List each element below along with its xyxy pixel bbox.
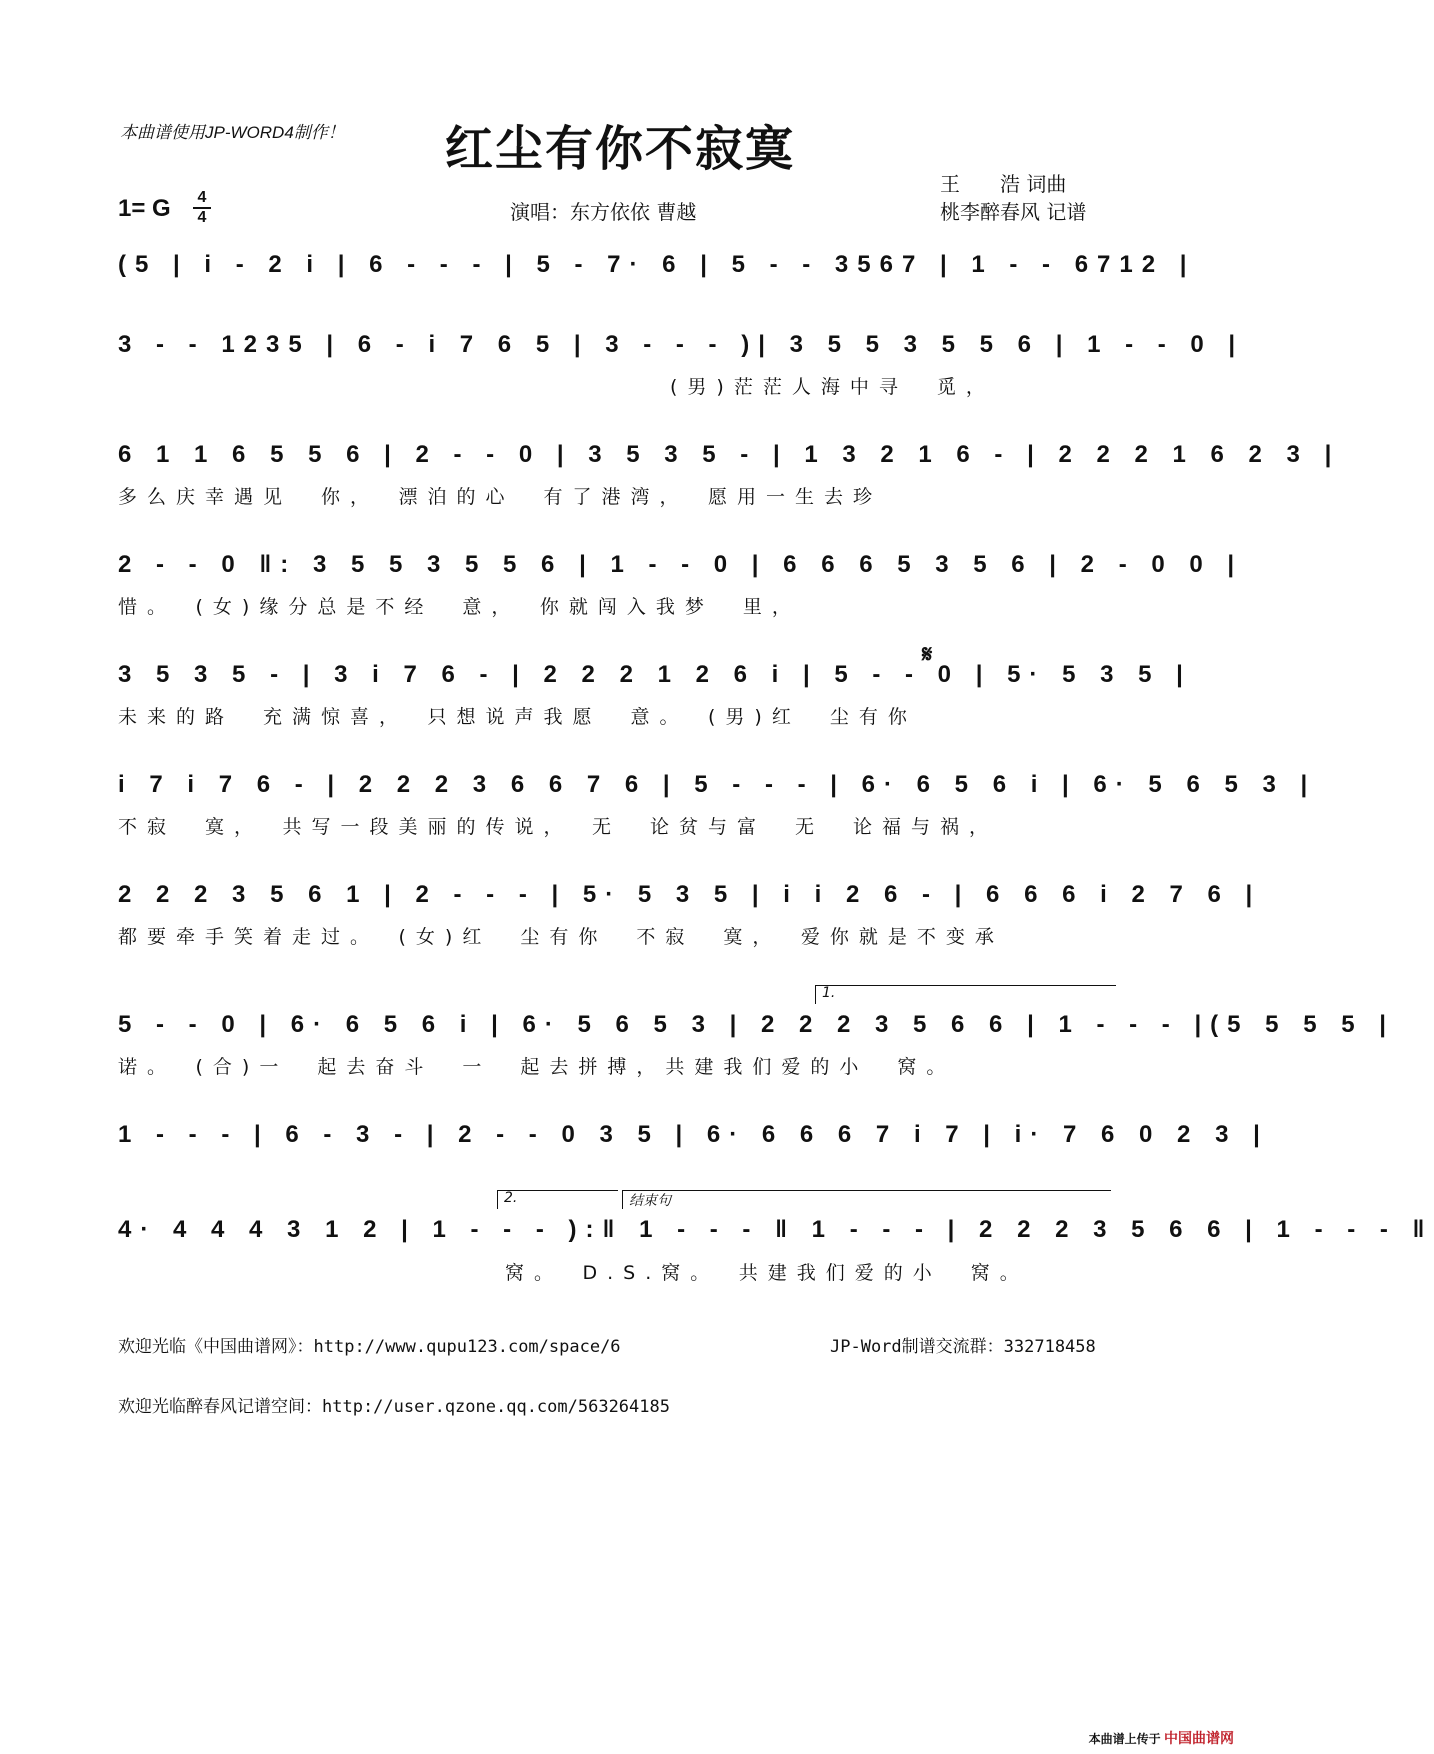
ending-bracket	[622, 1190, 1111, 1209]
lyric-row-5: 未来的路 充满惊喜， 只想说声我愿 意。 (男)红 尘有你	[118, 706, 917, 728]
notation-line: 2 - - 0 ‖: 3 5 5 3 5 5 6 | 1 - - 0 | 6 6 6 5 3 5 6 | 2 - 0 0 |	[118, 551, 1244, 578]
lyric-row-7: 都要牵手笑着走过。 (女)红 尘有你 不寂 寞， 爱你就是不变承	[118, 926, 1004, 948]
time-numerator: 4	[197, 189, 207, 206]
notation-line: i 7 i 7 6 - | 2 2 2 3 6 6 7 6 | 5 - - - | 6· 6 5 6 i | 6· 5 6 5 3 |	[118, 771, 1317, 798]
lyricist-composer: 王 浩 词曲	[940, 172, 1067, 196]
notation-line: 3 - - 1235 | 6 - i 7 6 5 | 3 - - - )| 3 5 5 3 5 5 6 | 1 - - 0 |	[118, 331, 1245, 358]
time-signature	[193, 190, 211, 226]
notation-line: 3 5 3 5 - | 3 i 7 6 - | 2 2 2 1 2 6 i | 5 - - 0 | 5· 5 3 5 |	[118, 661, 1192, 688]
notation-line: 6 1 1 6 5 5 6 | 2 - - 0 | 3 5 3 5 - | 1 3 2 1 6 - | 2 2 2 1 6 2 3 |	[118, 441, 1341, 468]
score-row-5	[118, 660, 1192, 690]
lyric-row-3: 多么庆幸遇见 你， 漂泊的心 有了港湾， 愿用一生去珍	[118, 486, 883, 508]
volta-1-bracket	[815, 985, 1116, 1004]
volta-2-label: 2.	[504, 1190, 518, 1206]
key-signature: 1= G	[118, 195, 171, 222]
score-row-4	[118, 550, 1244, 580]
score-row-9	[118, 1120, 1269, 1150]
volta-1-label: 1.	[822, 985, 836, 1001]
segno-sign: 𝄋	[922, 640, 933, 668]
lyric-row-4: 惜。 (女)缘分总是不经 意， 你就闯入我梦 里，	[118, 596, 801, 618]
transcriber: 桃李醉春风 记谱	[940, 200, 1087, 224]
score-row-2	[118, 330, 1245, 360]
qq-group: JP-Word制谱交流群：332718458	[830, 1337, 1096, 1357]
score-row-7	[118, 880, 1262, 910]
song-title: 红尘有你不寂寞	[444, 121, 795, 177]
score-row-8	[118, 1010, 1395, 1040]
upload-label: 本曲谱上传于	[1088, 1732, 1161, 1746]
upload-site-logo: 中国曲谱网	[1164, 1730, 1234, 1746]
lyric-row-2: (男)茫茫人海中寻 觅，	[670, 376, 995, 398]
score-row-6	[118, 770, 1317, 800]
lyric-row-6: 不寂 寞， 共写一段美丽的传说， 无 论贫与富 无 论福与祸，	[118, 816, 999, 838]
singers: 演唱：东方依依 曹越	[510, 200, 697, 224]
software-credit: 本曲谱使用JP-WORD4制作！	[120, 123, 345, 142]
notation-line: (5 | i - 2 i | 6 - - - | 5 - 7· 6 | 5 - - 3567 | 1 - - 6712 |	[118, 251, 1196, 278]
notation-line: 5 - - 0 | 6· 6 5 6 i | 6· 5 6 5 3 | 2 2 2 3 5 6 6 | 1 - - - |(5 5 5 5 |	[118, 1011, 1395, 1038]
lyric-row-8: 诺。 (合)一 起去奋斗 一 起去拼搏，共建我们爱的小 窝。	[118, 1056, 956, 1078]
score-row-10	[118, 1215, 1434, 1245]
score-row-3	[118, 440, 1341, 470]
ending-label: 结束句	[629, 1193, 671, 1209]
time-denominator: 4	[197, 209, 207, 226]
lyric-row-10: 窝。 D.S.窝。 共建我们爱的小 窝。	[505, 1262, 1029, 1284]
notation-line: 2 2 2 3 5 6 1 | 2 - - - | 5· 5 3 5 | i i 2 6 - | 6 6 6 i 2 7 6 |	[118, 881, 1262, 908]
score-row-1	[118, 250, 1196, 280]
volta-2-bracket	[497, 1190, 618, 1209]
notation-line: 4· 4 4 4 3 1 2 | 1 - - - ):‖ 1 - - - ‖ 1 - - - | 2 2 2 3 5 6 6 | 1 - - - ‖	[118, 1216, 1434, 1243]
notation-line: 1 - - - | 6 - 3 - | 2 - - 0 3 5 | 6· 6 6 6 7 i 7 | i· 7 6 0 2 3 |	[118, 1121, 1269, 1148]
upload-badge	[1089, 1728, 1234, 1748]
qzone-link[interactable]: 欢迎光临醉春风记谱空间：http://user.qzone.qq.com/563264185	[118, 1397, 670, 1417]
website-link[interactable]: 欢迎光临《中国曲谱网》：http://www.qupu123.com/space/6	[118, 1337, 621, 1357]
